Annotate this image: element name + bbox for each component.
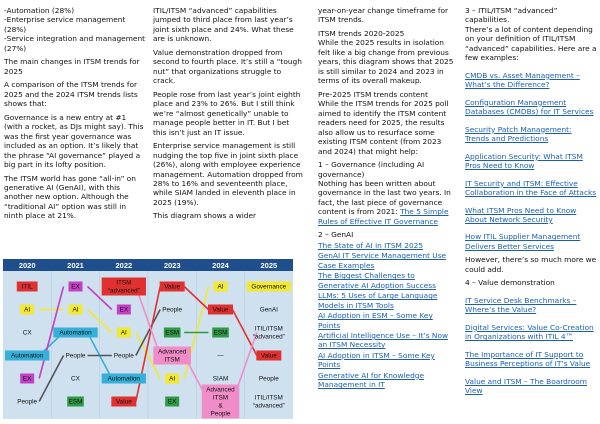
- paragraph: year-on-year change timeframe for ITSM trends.: [318, 6, 449, 25]
- cell-label-2021-2: AI: [72, 306, 79, 314]
- section-paragraph: ITSM trends 2020-2025 While the 2025 results in isolation felt like a big change from previous years, this diagram shows that 2025 is still similar to 2024 and 2023 in terms of its overall makeup.: [318, 28, 454, 86]
- paragraph: Enterprise service management is still nudging the top five in joint sixth place (26%), along with employee experience management. Automation dropped from 28% to 16% and seventeenth place, while SIAM landed in eleventh place in 2025 (19%).: [153, 141, 303, 207]
- year-header-2023: 2023: [163, 261, 181, 270]
- article-link[interactable]: Value and ITSM – The Boardroom View: [465, 376, 587, 396]
- cell-label-2020-6: People: [17, 398, 38, 406]
- cell-label-2024-6: ITSM: [212, 394, 229, 402]
- article-link[interactable]: What ITSM Pros Need to Know About Network Security: [465, 205, 577, 224]
- cell-label-2023-1: Value: [164, 283, 181, 291]
- column-2: [153, 6, 303, 225]
- article-link[interactable]: Artificial Intelligence Use – It’s Now an ITSM Necessity: [318, 331, 449, 350]
- cell-label-2021-1: EX: [71, 283, 80, 291]
- cell-label-2024-6: &: [218, 402, 223, 410]
- cell-label-2025-1: Governance: [251, 283, 287, 291]
- cell-label-2023-4: Advanced: [157, 348, 187, 356]
- governance-link[interactable]: The 5 Simple Rules of Effective IT Governance: [318, 207, 449, 226]
- cell-label-2022-5: Automation: [107, 375, 140, 383]
- paragraph: ITIL/ITSM “advanced” capabilities jumped to third place from last year’s joint sixth place and 24%. What these are is unknown.: [153, 6, 294, 44]
- cell-label-2020-4: Automation: [11, 352, 44, 360]
- column-1: [4, 6, 147, 225]
- cell-label-2025-4: Value: [260, 352, 277, 360]
- cell-label-2024-2: Value: [212, 306, 229, 314]
- subheading: 4 – Value demonstration: [465, 278, 555, 288]
- cell-label-2023-3: ESM: [165, 329, 180, 337]
- article-link[interactable]: How ITIL Supplier Management Delivers Better Services: [465, 232, 581, 251]
- itsm-trends-chart: [3, 259, 293, 419]
- cell-label-2025-6: “advanced”: [252, 402, 285, 410]
- chart-header-bar: [3, 259, 293, 271]
- article-link[interactable]: The State of AI in ITSM 2025: [318, 240, 424, 250]
- year-header-2021: 2021: [67, 261, 84, 270]
- paragraph: This diagram shows a wider: [153, 211, 257, 221]
- paragraph: Governance is a new entry at #1 (with a rocket, as DJs might say). This was the first year governance was included as an option. It’s likely that the phrase “AI governance” played a big part in its lofty position.: [4, 112, 144, 170]
- paragraph: A comparison of the ITSM trends for 2025 and the 2024 ITSM trends lists shows that:: [4, 80, 138, 109]
- cell-label-2023-2: People: [162, 306, 183, 314]
- article-link[interactable]: AI Adoption in ITSM – Some Key Points: [318, 350, 435, 370]
- bullet-list: -Automation (28%) -Enterprise service management (28%) -Service integration and management (27%): [4, 6, 146, 53]
- cell-label-2024-5: SIAM: [212, 375, 229, 383]
- cell-label-2022-3: AI: [120, 329, 127, 337]
- governance-paragraph: [318, 160, 457, 226]
- year-header-2024: 2024: [212, 261, 229, 270]
- cell-label-2020-2: AI: [24, 306, 31, 314]
- year-header-2025: 2025: [260, 261, 278, 270]
- cell-label-2022-4: People: [113, 352, 134, 360]
- article-link[interactable]: Security Patch Management: Trends and Predictions: [465, 124, 572, 144]
- cell-label-2025-2: GenAI: [259, 306, 278, 314]
- paragraph: However, there’s so much more we could add.: [465, 255, 597, 274]
- article-link[interactable]: IT Security and ITSM: Effective Collaboration in the Face of Attacks: [465, 178, 597, 198]
- article-link[interactable]: CMDB vs. Asset Management – What’s the Difference?: [465, 70, 580, 90]
- paragraph: People rose from last year’s joint eighth place and 23% to 26%. But I still think we’re “almost genetically” unable to manage people better in IT. But I bet this isn’t just an IT issue.: [153, 89, 301, 137]
- cell-label-2021-6: ESM: [68, 398, 83, 406]
- article-link[interactable]: GenAI IT Service Management Use Case Examples: [318, 251, 447, 270]
- section-paragraph: Pre-2025 ITSM trends content While the ITSM trends for 2025 poll aimed to identify the ITSM content readers need for 2025, the results also allow us to resurface some existing ITSM content (from 2023 and 2024) that might help:: [318, 89, 449, 156]
- article-link[interactable]: Generative AI for Knowledge Management in IT: [318, 370, 425, 390]
- cell-label-2020-3: CX: [22, 329, 32, 337]
- cell-label-2021-5: CX: [71, 375, 80, 383]
- cell-label-2024-1: AI: [217, 283, 224, 291]
- paragraph: Value demonstration dropped from second to fourth place. It’s still a “tough nut” that organizations struggle to crack.: [153, 47, 302, 86]
- cell-label-2020-1: ITIL: [21, 283, 33, 291]
- cell-label-2022-1: “advanced”: [107, 287, 140, 295]
- article-link[interactable]: Application Security: What ITSM Pros Need to Know: [465, 151, 583, 171]
- column-3: [318, 6, 457, 391]
- cell-label-2023-5: AI: [169, 375, 176, 383]
- section-heading: The main changes in ITSM trends for 2025: [4, 57, 140, 76]
- cell-label-2023-6: EX: [167, 398, 177, 406]
- chart-svg: [3, 259, 293, 419]
- cell-label-2025-3: “advanced”: [252, 333, 285, 341]
- cell-label-2024-6: People: [210, 410, 231, 418]
- year-header-2022: 2022: [115, 261, 133, 270]
- article-link[interactable]: The Biggest Challenges to Generative AI Adoption Success: [318, 271, 436, 290]
- article-link[interactable]: IT Service Desk Benchmarks – Where’s the Value?: [465, 295, 577, 315]
- column-4: [465, 6, 597, 404]
- subheading: 2 – GenAI: [318, 230, 354, 240]
- cell-label-2022-2: EX: [119, 306, 129, 314]
- article-link[interactable]: AI Adoption in ESM – Some Key Points: [318, 311, 433, 330]
- year-header-2020: 2020: [18, 261, 36, 270]
- paragraph: The ITSM world has gone “all-in” on generative AI (GenAI), with this another new option. Although the “traditional AI” option was still in ninth place at 21%.: [4, 173, 136, 221]
- cell-label-2021-4: People: [65, 352, 86, 360]
- article-link[interactable]: Configuration Management Databases (CMDBs) for IT Services: [465, 97, 594, 117]
- cell-label-2024-3: ESM: [213, 329, 228, 337]
- cell-label-2021-3: Automation: [59, 329, 92, 337]
- cell-label-2024-4: —: [217, 352, 224, 360]
- paragraph: 3 – ITIL/ITSM “advanced” capabilities. There’s a lot of content depending on your definition of ITIL/ITSM “advanced” capabilities. Here are a few examples:: [465, 6, 597, 63]
- cell-label-2020-5: EX: [22, 375, 32, 383]
- cell-label-2025-6: ITIL/ITSM: [254, 394, 283, 402]
- cell-label-2025-3: ITIL/ITSM: [254, 325, 283, 333]
- cell-label-2022-6: Value: [115, 398, 132, 406]
- cell-label-2023-4: ITSM: [164, 356, 180, 364]
- cell-label-2022-1: ITSM: [116, 279, 132, 287]
- cell-label-2024-6: Advanced: [206, 386, 235, 394]
- article-link[interactable]: The Importance of IT Support to Business Perceptions of IT’s Value: [465, 349, 591, 369]
- article-link[interactable]: LLMs: 5 Uses of Large Language Models in ITSM Tools: [318, 291, 438, 310]
- governance-text: 1 – Governance (including AI governance) Nothing has been written about governance in the last two years. In fact, the last piece of governance content is from 2021:: [318, 160, 451, 217]
- cell-label-2025-5: People: [258, 375, 279, 383]
- article-link[interactable]: Digital Services: Value Co-Creation in Organizations with ITIL 4™: [465, 322, 594, 342]
